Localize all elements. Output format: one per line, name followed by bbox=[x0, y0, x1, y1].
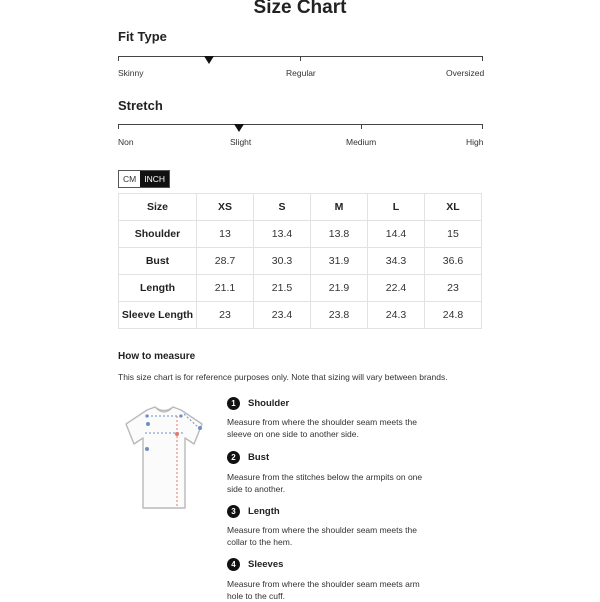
table-cell: 14.4 bbox=[368, 221, 425, 248]
row-label-length: Length bbox=[119, 275, 197, 302]
size-header-s: S bbox=[254, 194, 311, 221]
stretch-line bbox=[118, 124, 483, 125]
table-cell: 13 bbox=[197, 221, 254, 248]
table-cell: 31.9 bbox=[311, 248, 368, 275]
table-cell: 24.3 bbox=[368, 302, 425, 329]
table-row bbox=[119, 248, 482, 275]
unit-inch-button[interactable]: INCH bbox=[140, 171, 169, 187]
table-cell: 28.7 bbox=[197, 248, 254, 275]
table-header-row bbox=[119, 194, 482, 221]
row-label-shoulder: Shoulder bbox=[119, 221, 197, 248]
size-header-xs: XS bbox=[197, 194, 254, 221]
stretch-tick bbox=[361, 124, 362, 129]
fit-type-tick bbox=[482, 56, 483, 61]
fit-type-tick bbox=[300, 56, 301, 61]
step-description: Measure from where the shoulder seam meets the collar to the hem. bbox=[227, 525, 417, 547]
row-label-sleeve-length: Sleeve Length bbox=[119, 302, 197, 329]
stretch-label-slight: Slight bbox=[230, 137, 252, 147]
table-cell: 21.1 bbox=[197, 275, 254, 302]
step-number-4-icon: 4 bbox=[227, 558, 240, 571]
size-header-l: L bbox=[368, 194, 425, 221]
step-title: Bust bbox=[248, 452, 270, 463]
table-cell: 21.9 bbox=[311, 275, 368, 302]
stretch-label-high: High bbox=[466, 137, 484, 147]
stretch-tick bbox=[482, 124, 483, 129]
stretch-title: Stretch bbox=[118, 98, 163, 113]
step-description: Measure from where the shoulder seam meets the sleeve on one side to another side. bbox=[227, 417, 417, 439]
fit-type-label-regular: Regular bbox=[286, 68, 316, 78]
table-cell: 23.8 bbox=[311, 302, 368, 329]
fit-type-marker bbox=[204, 56, 214, 64]
step-number-1-icon: 1 bbox=[227, 397, 240, 410]
step-number-2-icon: 2 bbox=[227, 451, 240, 464]
stretch-label-medium: Medium bbox=[346, 137, 377, 147]
table-row bbox=[119, 275, 482, 302]
fit-type-title: Fit Type bbox=[118, 29, 167, 44]
step-title: Sleeves bbox=[248, 559, 284, 570]
table-cell: 23 bbox=[197, 302, 254, 329]
fit-type-label-skinny: Skinny bbox=[118, 68, 144, 78]
how-to-measure-intro: This size chart is for reference purposes only. Note that sizing will vary between brands. bbox=[118, 372, 448, 382]
table-cell: 13.8 bbox=[311, 221, 368, 248]
table-cell: 23 bbox=[425, 275, 482, 302]
step-title: Length bbox=[248, 506, 280, 517]
tshirt-diagram-icon bbox=[118, 402, 210, 514]
step-title: Shoulder bbox=[248, 398, 290, 409]
table-cell: 24.8 bbox=[425, 302, 482, 329]
step-number-3-icon: 3 bbox=[227, 505, 240, 518]
stretch-tick bbox=[118, 124, 119, 129]
table-cell: 21.5 bbox=[254, 275, 311, 302]
table-cell: 13.4 bbox=[254, 221, 311, 248]
table-cell: 22.4 bbox=[368, 275, 425, 302]
unit-cm-button[interactable]: CM bbox=[119, 171, 140, 187]
table-row bbox=[119, 221, 482, 248]
step-description: Measure from the stitches below the armpits on one side to another. bbox=[227, 472, 423, 494]
size-header-m: M bbox=[311, 194, 368, 221]
row-label-bust: Bust bbox=[119, 248, 197, 275]
step-description: Measure from where the shoulder seam meets arm hole to the cuff. bbox=[227, 579, 420, 601]
size-table bbox=[118, 193, 482, 329]
page-title: Size Chart bbox=[253, 0, 347, 18]
table-cell: 15 bbox=[425, 221, 482, 248]
table-cell: 30.3 bbox=[254, 248, 311, 275]
table-cell: 36.6 bbox=[425, 248, 482, 275]
table-corner-cell: Size bbox=[119, 194, 197, 221]
unit-toggle bbox=[118, 170, 170, 188]
size-header-xl: XL bbox=[425, 194, 482, 221]
fit-type-tick bbox=[118, 56, 119, 61]
table-cell: 23.4 bbox=[254, 302, 311, 329]
fit-type-label-oversized: Oversized bbox=[446, 68, 485, 78]
table-row bbox=[119, 302, 482, 329]
stretch-label-non: Non bbox=[118, 137, 134, 147]
stretch-marker bbox=[234, 124, 244, 132]
how-to-measure-title: How to measure bbox=[118, 351, 196, 362]
table-cell: 34.3 bbox=[368, 248, 425, 275]
